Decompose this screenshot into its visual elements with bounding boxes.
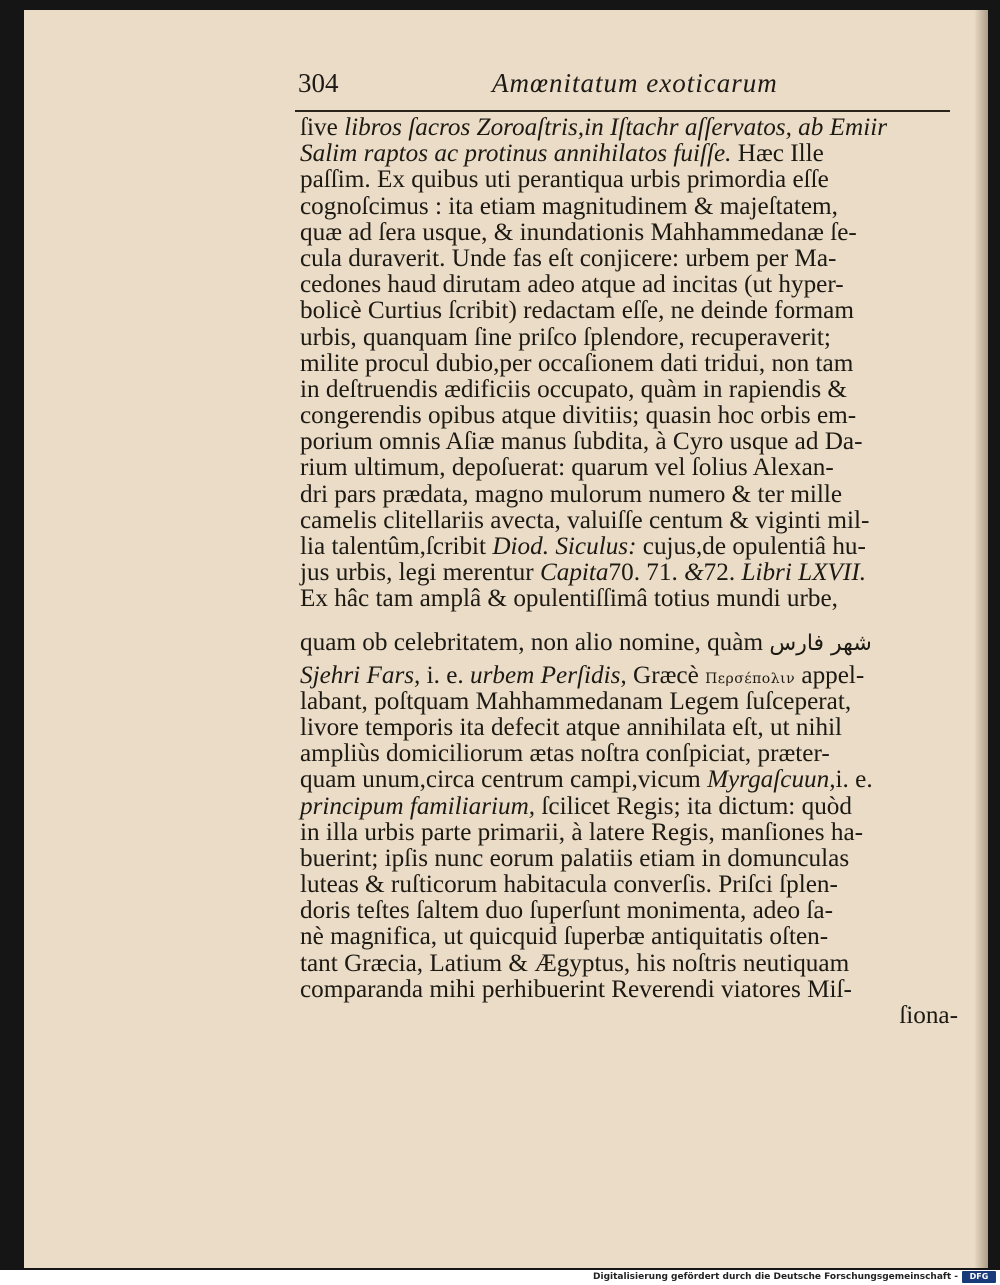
- text-run: in deſtruendis ædificiis occupato, quàm in rapiendis &: [300, 375, 848, 403]
- text-line: [300, 377, 958, 403]
- text-run: milite procul dubio,per occaſionem dati tridui, non tam: [300, 349, 854, 377]
- text-run: doris teſtes ſaltem duo ſuperſunt monimenta, adeo ſa-: [300, 897, 833, 925]
- funding-note: Digitalisierung gefördert durch die Deutsche Forschungsgemeinschaft -: [593, 1272, 958, 1282]
- text-line: [300, 482, 958, 508]
- italic-run: Diod. Siculus:: [492, 533, 637, 560]
- text-run: lia talentûm,ſcribit: [300, 533, 493, 560]
- text-run: cula duraverit. Unde fas eſt conjicere: urbem per Ma-: [300, 244, 837, 272]
- italic-run: libros ſacros Zoroaſtris,in Iſtachr aſſervatos, ab Emiir: [344, 114, 888, 141]
- page-number: 304: [298, 68, 339, 98]
- text-run: ampliùs domiciliorum ætas noſtra conſpiciat, præter-: [300, 740, 830, 768]
- italic-run: Myrgaſcuun,: [707, 766, 836, 794]
- text-line: [300, 977, 958, 1003]
- text-line: [300, 794, 958, 820]
- text-line: [300, 325, 958, 351]
- text-line: [300, 872, 958, 898]
- text-line: [300, 898, 958, 924]
- text-run: jus urbis, legi merentur: [300, 559, 540, 587]
- body-text: [300, 115, 958, 1029]
- text-line: [300, 351, 958, 377]
- text-line: [300, 403, 958, 429]
- text-run: comparanda mihi perhibuerint Reverendi viatores Miſ-: [300, 975, 852, 1003]
- running-title: Amœnitatum exoticarum: [492, 68, 778, 98]
- text-run: quam ob celebritatem, non alio nomine, quàm: [300, 628, 770, 656]
- catchword: ſiona-: [899, 1002, 958, 1029]
- text-line: [300, 663, 958, 689]
- text-run: rium ultimum, depoſuerat: quarum vel ſolius Alexan-: [300, 454, 834, 482]
- italic-run: Capita: [539, 559, 609, 587]
- italic-run: Libri LXVII.: [741, 559, 867, 587]
- text-run: camelis clitellariis avecta, valuiſſe centum & viginti mil-: [300, 506, 870, 534]
- text-line: [300, 846, 958, 872]
- italic-run: &: [684, 559, 704, 587]
- text-line: [300, 167, 958, 193]
- text-line: [300, 141, 958, 167]
- text-run: in illa urbis parte primarii, à latere Regis, manſiones ha-: [300, 818, 864, 846]
- text-line: [300, 429, 958, 455]
- header-rule: [295, 110, 950, 112]
- text-run: Græcè: [626, 661, 706, 689]
- text-line: [300, 586, 958, 612]
- text-line: [300, 272, 958, 298]
- text-run: tant Græcia, Latium & Ægyptus, his noſtris neutiquam: [300, 949, 850, 977]
- text-line: [300, 767, 958, 793]
- footer-bar: [0, 1270, 1000, 1285]
- text-run: livore temporis ita defecit atque annihilata eſt, ut nihil: [300, 713, 843, 741]
- text-run: labant, poſtquam Mahhammedanam Legem ſuſceperat,: [300, 687, 852, 715]
- text-line: [300, 298, 958, 324]
- text-run: ſive: [300, 114, 345, 141]
- text-run: 72.: [703, 559, 742, 587]
- text-run: nè magnifica, ut quicquid ſuperbæ antiquitatis oſten-: [300, 923, 829, 951]
- text-line: [300, 715, 958, 741]
- text-run: i. e.: [420, 661, 471, 689]
- page-header: [270, 68, 950, 108]
- dfg-logo: DFG: [962, 1271, 996, 1283]
- arabic-run: شهر فارس: [769, 630, 872, 656]
- text-run: dri pars prædata, magno mulorum numero & ter mille: [300, 480, 843, 508]
- text-run: quæ ad ſera usque, & inundationis Mahhammedanæ ſe-: [300, 218, 857, 246]
- text-line: [300, 455, 958, 481]
- text-run: luteas & ruſticorum habitacula converſis. Priſci ſplen-: [300, 871, 838, 899]
- text-run: buerint; ipſis nunc eorum palatiis etiam in domunculas: [300, 844, 850, 872]
- text-run: Hæc Ille: [731, 140, 824, 168]
- italic-run: urbem Perſidis,: [470, 661, 627, 689]
- text-run: porium omnis Aſiæ manus ſubdita, à Cyro usque ad Da-: [300, 428, 863, 456]
- text-line: [300, 951, 958, 977]
- text-run: cognoſcimus : ita etiam magnitudinem & majeſtatem,: [300, 192, 838, 220]
- text-line: [300, 194, 958, 220]
- text-run: cedones haud dirutam adeo atque ad incitas (ut hyper-: [300, 271, 844, 299]
- text-run: paſſim. Ex quibus uti perantiqua urbis primordia eſſe: [300, 166, 829, 194]
- text-line: [300, 534, 958, 560]
- italic-run: Sjehri Fars,: [300, 661, 421, 689]
- text-run: appel-: [795, 661, 865, 689]
- text-line: [300, 820, 958, 846]
- italic-run: principum familiarium,: [300, 792, 536, 820]
- text-run: 70. 71.: [608, 559, 685, 587]
- text-run: quam unum,circa centrum campi,vicum: [300, 766, 708, 794]
- text-run: bolicè Curtius ſcribit) redactam eſſe, ne deinde formam: [300, 297, 854, 325]
- text-run: urbis, quanquam ſine priſco ſplendore, recuperaverit;: [300, 323, 831, 351]
- text-run: cujus,de opulentiâ hu-: [636, 533, 866, 560]
- italic-run: Salim raptos ac protinus annihilatos fuiſſe.: [300, 140, 732, 168]
- text-line: [300, 741, 958, 767]
- text-line: [300, 115, 958, 141]
- text-line: [300, 560, 958, 586]
- text-run: Ex hâc tam amplâ & opulentiſſimâ totius mundi urbe,: [300, 585, 838, 613]
- text-run: i. e.: [835, 766, 873, 794]
- text-line: [300, 246, 958, 272]
- text-line: [300, 220, 958, 246]
- text-line: [300, 508, 958, 534]
- text-run: congerendis opibus atque divitiis; quasin hoc orbis em-: [300, 402, 857, 430]
- text-line: [300, 924, 958, 950]
- text-line: [300, 613, 958, 663]
- text-run: ſcilicet Regis; ita dictum: quòd: [535, 792, 852, 820]
- text-line: [300, 689, 958, 715]
- greek-run: Περσέπολιν: [705, 670, 796, 687]
